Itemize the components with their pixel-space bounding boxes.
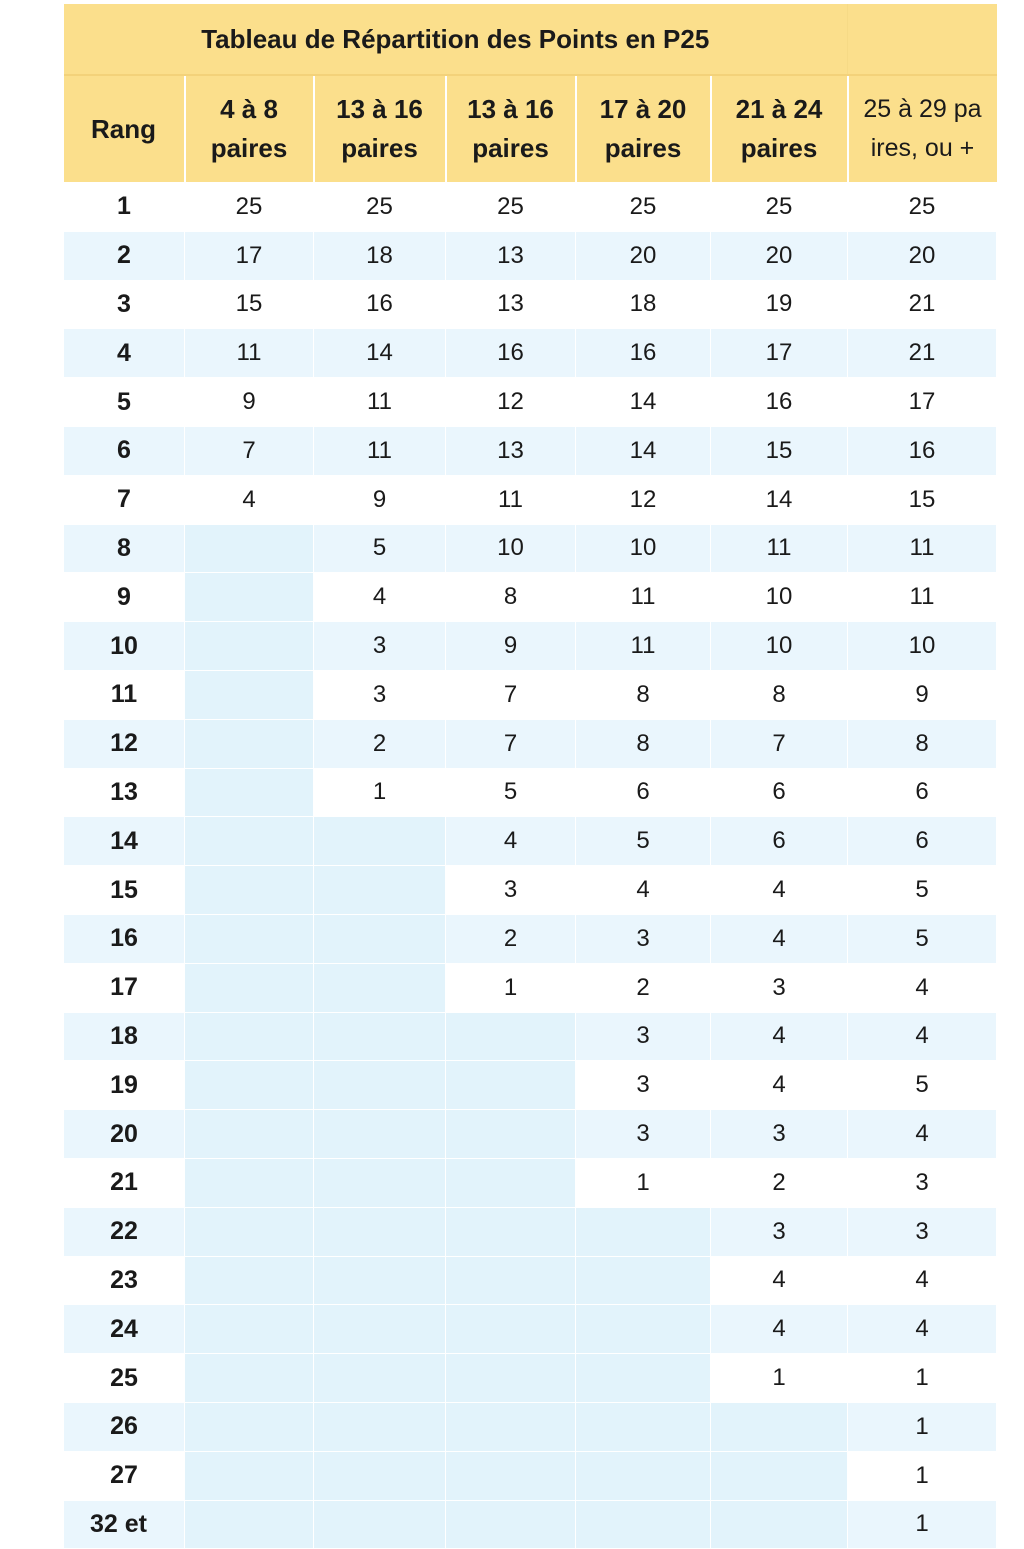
points-cell: 8: [446, 573, 576, 622]
points-cell: 10: [446, 524, 576, 573]
points-cell: [314, 1061, 446, 1110]
points-cell: [446, 1305, 576, 1354]
points-cell: 3: [446, 866, 576, 915]
points-cell: 3: [711, 1207, 848, 1256]
points-cell: 25: [446, 183, 576, 232]
points-cell: 13: [446, 231, 576, 280]
points-cell: 16: [711, 378, 848, 427]
points-cell: 1: [848, 1500, 997, 1549]
points-cell: 4: [848, 963, 997, 1012]
points-cell: 12: [576, 475, 711, 524]
points-cell: 12: [446, 378, 576, 427]
table-row: [64, 622, 997, 671]
table-title-row: [64, 4, 997, 75]
points-cell: 6: [711, 768, 848, 817]
points-cell: [446, 1402, 576, 1451]
table-row: [64, 475, 997, 524]
rank-cell: 17: [64, 963, 185, 1012]
rank-cell: 23: [64, 1256, 185, 1305]
rank-cell: 3: [64, 280, 185, 329]
points-cell: 13: [446, 426, 576, 475]
title-spacer-cell: [848, 4, 997, 75]
points-cell: 4: [446, 817, 576, 866]
points-cell: 3: [711, 1110, 848, 1159]
points-cell: 8: [711, 670, 848, 719]
points-cell: 25: [711, 183, 848, 232]
points-cell: 2: [576, 963, 711, 1012]
points-cell: 8: [576, 719, 711, 768]
points-cell: 16: [576, 329, 711, 378]
table-row: [64, 768, 997, 817]
points-cell: [185, 914, 314, 963]
points-cell: 21: [848, 280, 997, 329]
points-cell: [185, 622, 314, 671]
points-cell: [185, 1061, 314, 1110]
points-cell: [185, 573, 314, 622]
points-cell: 13: [446, 280, 576, 329]
rank-cell: 5: [64, 378, 185, 427]
header-col-2-line-2: paires: [341, 133, 418, 163]
points-cell: [576, 1354, 711, 1403]
points-cell: 11: [576, 622, 711, 671]
points-cell: [711, 1500, 848, 1549]
points-cell: 25: [314, 183, 446, 232]
points-cell: 4: [848, 1012, 997, 1061]
points-cell: 11: [576, 573, 711, 622]
points-cell: 14: [711, 475, 848, 524]
table-body: [64, 183, 997, 1549]
header-rank: Rang: [64, 75, 185, 183]
points-cell: 4: [711, 1061, 848, 1110]
points-cell: 9: [848, 670, 997, 719]
table-header-row: [64, 75, 997, 183]
table-row: [64, 1500, 997, 1549]
points-cell: 3: [314, 622, 446, 671]
rank-cell: 24: [64, 1305, 185, 1354]
points-cell: 16: [446, 329, 576, 378]
table-row: [64, 817, 997, 866]
points-cell: [314, 1012, 446, 1061]
points-cell: 25: [576, 183, 711, 232]
points-cell: 1: [446, 963, 576, 1012]
points-cell: [185, 963, 314, 1012]
points-cell: 3: [576, 1061, 711, 1110]
points-cell: 7: [446, 719, 576, 768]
points-cell: [185, 1207, 314, 1256]
points-cell: 4: [711, 866, 848, 915]
table-row: [64, 426, 997, 475]
points-cell: 17: [711, 329, 848, 378]
points-cell: 4: [711, 1012, 848, 1061]
points-cell: 4: [314, 573, 446, 622]
points-cell: 2: [711, 1158, 848, 1207]
points-cell: [185, 1110, 314, 1159]
points-cell: 7: [446, 670, 576, 719]
points-cell: 6: [848, 817, 997, 866]
points-cell: [314, 1207, 446, 1256]
points-cell: [446, 1110, 576, 1159]
points-cell: 4: [711, 1305, 848, 1354]
rank-cell: 12: [64, 719, 185, 768]
points-cell: 11: [314, 378, 446, 427]
points-cell: 21: [848, 329, 997, 378]
points-cell: [446, 1012, 576, 1061]
header-col-4-line-1: 17 à 20: [599, 94, 687, 124]
points-cell: 10: [576, 524, 711, 573]
table-row: [64, 378, 997, 427]
header-col-3: [446, 75, 576, 183]
rank-cell: 25: [64, 1354, 185, 1403]
points-cell: 3: [576, 1012, 711, 1061]
points-cell: 18: [576, 280, 711, 329]
rank-cell: 10: [64, 622, 185, 671]
points-cell: 25: [848, 183, 997, 232]
table-row: [64, 914, 997, 963]
rank-cell: 18: [64, 1012, 185, 1061]
points-cell: 6: [576, 768, 711, 817]
header-col-1-line-2: paires: [210, 133, 288, 163]
table-row: [64, 231, 997, 280]
points-cell: [314, 963, 446, 1012]
header-col-4-line-2: paires: [604, 133, 682, 163]
points-cell: [576, 1500, 711, 1549]
header-col-4: [576, 75, 711, 183]
points-cell: 11: [185, 329, 314, 378]
points-cell: 2: [446, 914, 576, 963]
points-distribution-table: [63, 4, 997, 1549]
points-cell: 5: [848, 1061, 997, 1110]
points-cell: 16: [848, 426, 997, 475]
header-col-5-line-1: 21 à 24: [735, 94, 823, 124]
points-cell: [185, 768, 314, 817]
header-col-3-line-1: 13 à 16: [467, 94, 554, 124]
table-row: [64, 329, 997, 378]
points-cell: [314, 914, 446, 963]
rank-cell: 20: [64, 1110, 185, 1159]
points-cell: 11: [848, 524, 997, 573]
table-row: [64, 866, 997, 915]
points-cell: [576, 1256, 711, 1305]
points-cell: 15: [711, 426, 848, 475]
points-cell: [446, 1061, 576, 1110]
table-row: [64, 670, 997, 719]
rank-cell: 22: [64, 1207, 185, 1256]
points-cell: 5: [848, 914, 997, 963]
points-cell: 6: [711, 817, 848, 866]
points-cell: 3: [848, 1207, 997, 1256]
rank-cell: 19: [64, 1061, 185, 1110]
points-cell: 3: [848, 1158, 997, 1207]
header-col-1-line-1: 4 à 8: [220, 94, 278, 124]
header-col-6-line-1: 25 à 29 pa: [863, 95, 982, 123]
points-cell: 14: [576, 378, 711, 427]
points-cell: 8: [576, 670, 711, 719]
header-col-1: [185, 75, 314, 183]
points-cell: [576, 1207, 711, 1256]
points-cell: [711, 1451, 848, 1500]
points-cell: [185, 1402, 314, 1451]
points-cell: 10: [848, 622, 997, 671]
table-row: [64, 719, 997, 768]
table-row: [64, 183, 997, 232]
points-cell: [185, 524, 314, 573]
points-cell: 19: [711, 280, 848, 329]
points-cell: 4: [848, 1305, 997, 1354]
points-cell: 14: [314, 329, 446, 378]
rank-cell: 2: [64, 231, 185, 280]
points-cell: 4: [711, 1256, 848, 1305]
points-cell: 20: [848, 231, 997, 280]
points-cell: 1: [848, 1402, 997, 1451]
rank-cell: 7: [64, 475, 185, 524]
rank-cell: 21: [64, 1158, 185, 1207]
points-cell: 2: [314, 719, 446, 768]
points-cell: [446, 1158, 576, 1207]
points-cell: 5: [314, 524, 446, 573]
points-cell: 5: [446, 768, 576, 817]
points-cell: [446, 1256, 576, 1305]
points-cell: [446, 1207, 576, 1256]
points-cell: 20: [711, 231, 848, 280]
header-col-5: [711, 75, 848, 183]
header-col-2-line-1: 13 à 16: [336, 94, 423, 124]
points-cell: [314, 1305, 446, 1354]
points-cell: 7: [185, 426, 314, 475]
points-cell: [314, 1354, 446, 1403]
rank-cell: 6: [64, 426, 185, 475]
points-cell: [314, 817, 446, 866]
rank-cell: 13: [64, 768, 185, 817]
table-title: Tableau de Répartition des Points en P25: [64, 4, 848, 75]
rank-cell: 9: [64, 573, 185, 622]
points-cell: 4: [848, 1110, 997, 1159]
points-cell: [446, 1354, 576, 1403]
points-cell: 4: [848, 1256, 997, 1305]
points-cell: 3: [576, 1110, 711, 1159]
table-row: [64, 280, 997, 329]
table-row: [64, 1402, 997, 1451]
points-cell: 4: [185, 475, 314, 524]
table-row: [64, 1451, 997, 1500]
table-row: [64, 1110, 997, 1159]
points-cell: 15: [185, 280, 314, 329]
points-cell: 18: [314, 231, 446, 280]
points-cell: 1: [848, 1451, 997, 1500]
rank-cell: 15: [64, 866, 185, 915]
rank-cell: 32 et: [64, 1500, 185, 1549]
points-cell: 1: [711, 1354, 848, 1403]
points-cell: 3: [314, 670, 446, 719]
points-cell: 5: [576, 817, 711, 866]
header-col-3-line-2: paires: [472, 133, 549, 163]
points-cell: 1: [848, 1354, 997, 1403]
points-cell: 9: [185, 378, 314, 427]
points-cell: 4: [711, 914, 848, 963]
rank-cell: 8: [64, 524, 185, 573]
points-cell: 10: [711, 622, 848, 671]
table-row: [64, 1207, 997, 1256]
rank-cell: 4: [64, 329, 185, 378]
points-cell: 9: [314, 475, 446, 524]
header-col-2: [314, 75, 446, 183]
points-cell: [185, 1012, 314, 1061]
points-cell: 20: [576, 231, 711, 280]
header-col-5-line-2: paires: [740, 133, 818, 163]
points-cell: [446, 1451, 576, 1500]
points-cell: 3: [711, 963, 848, 1012]
points-table-container: [63, 4, 996, 1549]
rank-cell: 27: [64, 1451, 185, 1500]
points-cell: 15: [848, 475, 997, 524]
rank-cell: 26: [64, 1402, 185, 1451]
points-cell: 11: [446, 475, 576, 524]
points-cell: [314, 866, 446, 915]
table-row: [64, 524, 997, 573]
points-cell: [314, 1256, 446, 1305]
points-cell: 9: [446, 622, 576, 671]
points-cell: [185, 719, 314, 768]
table-row: [64, 1158, 997, 1207]
rank-cell: 14: [64, 817, 185, 866]
rank-cell: 16: [64, 914, 185, 963]
header-col-6: [848, 75, 997, 183]
points-cell: [711, 1402, 848, 1451]
points-cell: [185, 1354, 314, 1403]
points-cell: [185, 1158, 314, 1207]
points-cell: [185, 866, 314, 915]
points-cell: 17: [848, 378, 997, 427]
points-cell: [314, 1402, 446, 1451]
points-cell: [314, 1451, 446, 1500]
points-cell: [314, 1110, 446, 1159]
points-cell: 25: [185, 183, 314, 232]
points-cell: 11: [314, 426, 446, 475]
points-cell: [576, 1402, 711, 1451]
table-row: [64, 1305, 997, 1354]
points-cell: 11: [711, 524, 848, 573]
header-col-6-line-2: ires, ou +: [870, 134, 975, 162]
table-row: [64, 1256, 997, 1305]
table-row: [64, 1354, 997, 1403]
points-cell: [185, 1256, 314, 1305]
points-cell: [446, 1500, 576, 1549]
points-cell: [576, 1451, 711, 1500]
points-cell: 17: [185, 231, 314, 280]
rank-cell: 11: [64, 670, 185, 719]
points-cell: [185, 1500, 314, 1549]
points-cell: 4: [576, 866, 711, 915]
points-cell: [314, 1158, 446, 1207]
points-cell: 1: [314, 768, 446, 817]
points-cell: 7: [711, 719, 848, 768]
table-row: [64, 1061, 997, 1110]
table-row: [64, 573, 997, 622]
points-cell: 11: [848, 573, 997, 622]
points-cell: 5: [848, 866, 997, 915]
points-cell: 10: [711, 573, 848, 622]
points-cell: [185, 670, 314, 719]
points-cell: [185, 817, 314, 866]
points-cell: 3: [576, 914, 711, 963]
points-cell: 14: [576, 426, 711, 475]
points-cell: 16: [314, 280, 446, 329]
points-cell: 6: [848, 768, 997, 817]
table-row: [64, 963, 997, 1012]
points-cell: [576, 1305, 711, 1354]
points-cell: [314, 1500, 446, 1549]
points-cell: [185, 1451, 314, 1500]
rank-cell: 1: [64, 183, 185, 232]
points-cell: [185, 1305, 314, 1354]
points-cell: 1: [576, 1158, 711, 1207]
points-cell: 8: [848, 719, 997, 768]
table-row: [64, 1012, 997, 1061]
